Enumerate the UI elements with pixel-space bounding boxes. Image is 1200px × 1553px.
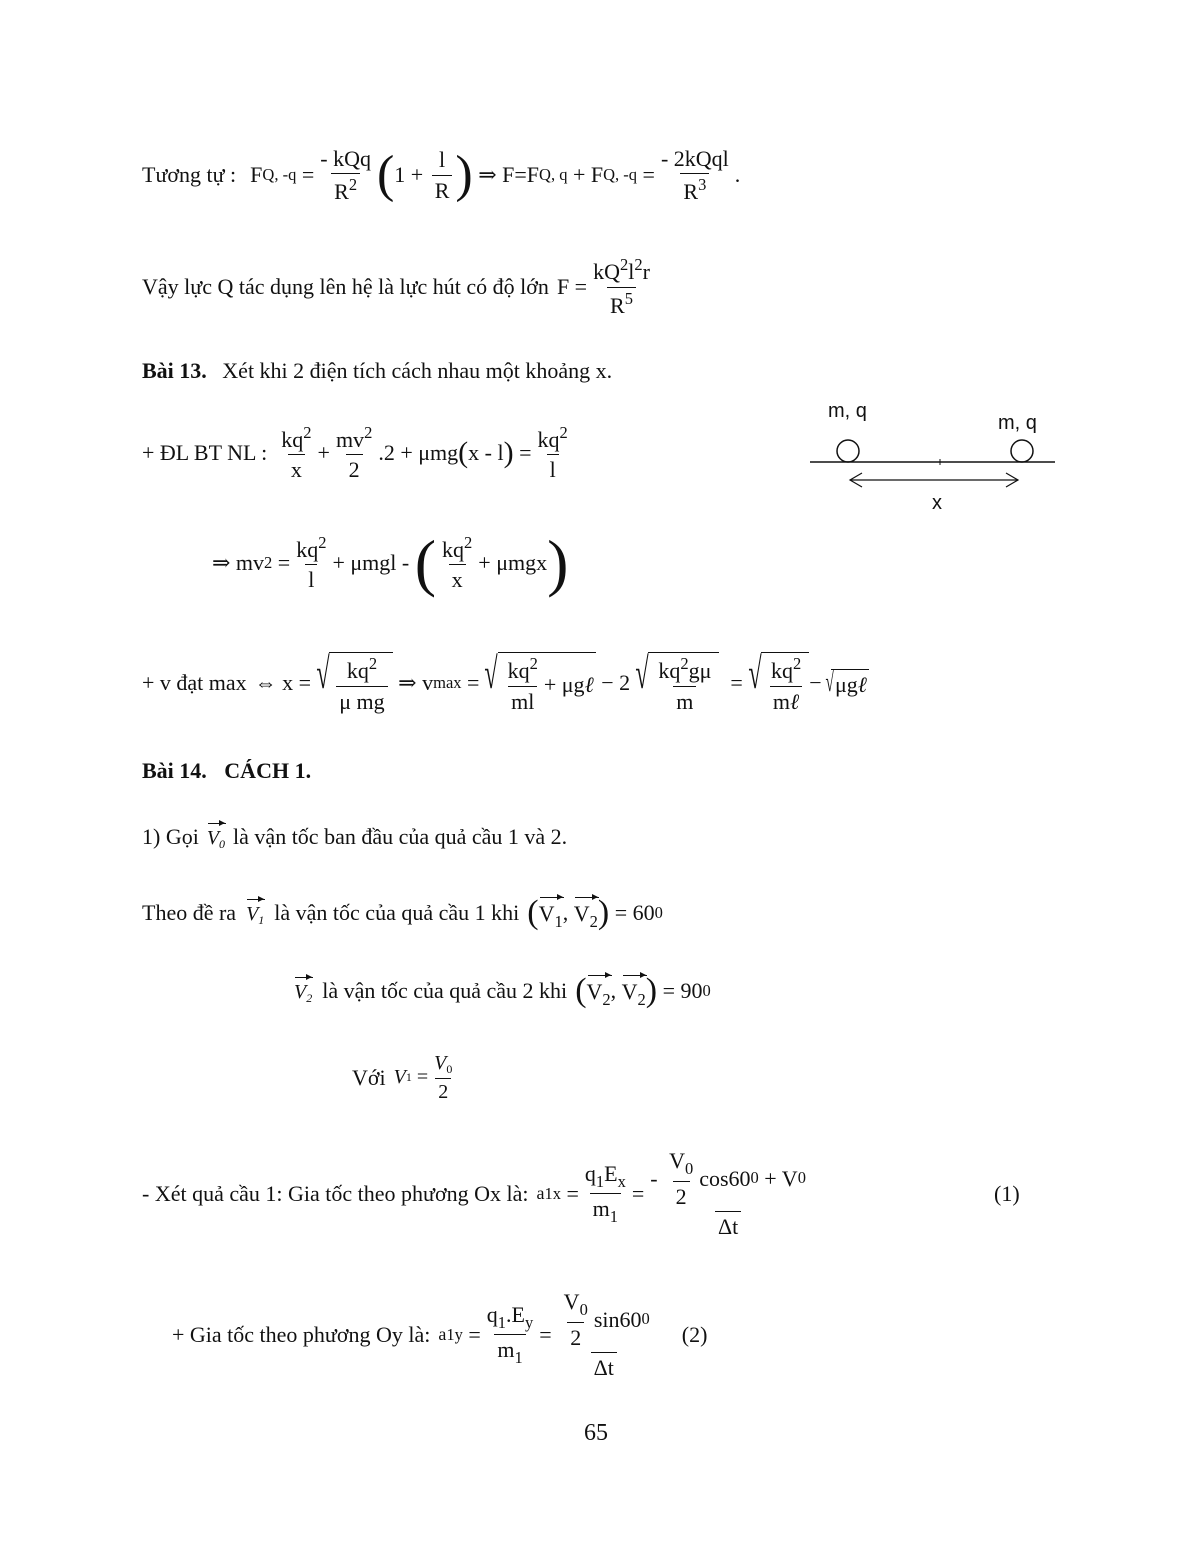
vector-v1: $V_1$ bbox=[246, 897, 264, 928]
right-charge-label: m, q bbox=[998, 412, 1037, 434]
xet1-text: - Xét quả cầu 1: Gia tốc theo phương Ox là: bbox=[142, 1181, 529, 1206]
bai14-title: Bài 14. bbox=[142, 758, 207, 783]
bai14-heading bbox=[142, 758, 311, 784]
theo-prefix: Theo đề ra bbox=[142, 900, 237, 925]
vector-v0: $V_0$ bbox=[207, 821, 225, 852]
v2-mid: là vận tốc của quả cầu 2 khi bbox=[322, 978, 568, 1003]
page-number: 65 bbox=[584, 1420, 608, 1446]
formula-vmax: ⇔ x = √ $\frac{kq^2}{\text{μ mg}}$ ⇒ v max = √ $\frac{kq^2}{ml}$ + μg ℓ − 2 √ $\frac{kq^2g\mu}{m}$ = √ $\frac{kq^2}{\text{mℓ}}$ − √ μg ℓ bbox=[254, 649, 867, 714]
vmax-label: + v đạt max bbox=[142, 670, 247, 695]
bai13-title: Bài 13. bbox=[142, 358, 207, 383]
formula-a1y: a 1y = $\frac{q_1.E_y}{m_1}$ = $\frac{V_0}{2}$ sin60 0 Δt bbox=[438, 1289, 650, 1381]
right-charge-ball bbox=[1011, 440, 1033, 462]
formula-f-q-minus-q: F Q, -q = $\frac{\text{- kQq}}{R^2}$ ( 1 + $\frac{l}{R}$ ) ⇒ F=F Q, q + F Q, -q = $\frac{\text{- 2kQql}}{R^3}$ . bbox=[250, 145, 741, 205]
goi-prefix: 1) Gọi bbox=[142, 824, 199, 849]
line-vmax bbox=[142, 640, 869, 726]
bai14-method: CÁCH 1. bbox=[224, 758, 312, 783]
charges-diagram bbox=[800, 395, 1070, 520]
line-gia-toc-oy bbox=[172, 1280, 707, 1390]
formula-mv2: ⇒ mv 2 = $\frac{kq^2}{l}$ + μmgl - ( $\frac{kq^2}{x}$ + μmgx ) bbox=[212, 527, 569, 599]
angle-90: = 90 bbox=[662, 978, 703, 1003]
distance-label: x bbox=[932, 492, 942, 514]
left-charge-label: m, q bbox=[828, 400, 867, 422]
angle-v1-v2: ( $V_1$ , $V_2$ ) = 60 0 bbox=[527, 894, 663, 931]
theo-mid: là vận tốc của quả cầu 1 khi bbox=[274, 900, 520, 925]
eq2-label: (2) bbox=[681, 1322, 708, 1347]
line-dlbt bbox=[142, 415, 574, 491]
line-mv2 bbox=[212, 520, 568, 606]
formula-v1: V 1 = $\frac{V_0}{2}$ bbox=[393, 1051, 453, 1104]
angle-60: = 60 bbox=[614, 900, 655, 925]
line-tuong-tu bbox=[142, 140, 740, 210]
angle-v2-v2: ( $V_2$ , $V_2$ ) = 90 0 bbox=[575, 972, 711, 1009]
dlbt-label: + ĐL BT NL : bbox=[142, 440, 268, 465]
voi-label: Với bbox=[352, 1065, 386, 1090]
eq1-label: (1) bbox=[994, 1181, 1020, 1206]
bai13-heading bbox=[142, 358, 612, 384]
xet2-text: + Gia tốc theo phương Oy là: bbox=[172, 1322, 431, 1347]
line-v2 bbox=[294, 968, 711, 1014]
left-charge-ball bbox=[837, 440, 859, 462]
line-xet-qua-cau-1 bbox=[142, 1140, 1042, 1248]
line-goi-v0 bbox=[142, 820, 567, 854]
vector-v2: $V_2$ bbox=[294, 975, 312, 1006]
formula-f-result: F = $\frac{kQ^2l^2r}{R^5}$ bbox=[556, 255, 650, 318]
formula-energy: $\frac{kq^2}{x}$ + $\frac{mv^2}{2}$ .2 + μmg ( x - l ) = $\frac{kq^2}{l}$ bbox=[281, 422, 568, 483]
line-theo-de-ra bbox=[142, 890, 663, 936]
line-vay-luc bbox=[142, 248, 656, 326]
vay-luc-text: Vậy lực Q tác dụng lên hệ là lực hút có độ lớn bbox=[142, 274, 549, 299]
bai13-text: Xét khi 2 điện tích cách nhau một khoảng x. bbox=[222, 358, 613, 383]
formula-a1x: a 1x = $\frac{q_1E_x}{m_1}$ = - $\frac{V_0}{2}$ cos60 0 + V 0 Δt bbox=[536, 1148, 806, 1240]
tuong-tu-label: Tương tự : bbox=[142, 162, 237, 187]
line-voi bbox=[352, 1048, 458, 1108]
goi-suffix: là vận tốc ban đầu của quả cầu 1 và 2. bbox=[233, 824, 568, 849]
